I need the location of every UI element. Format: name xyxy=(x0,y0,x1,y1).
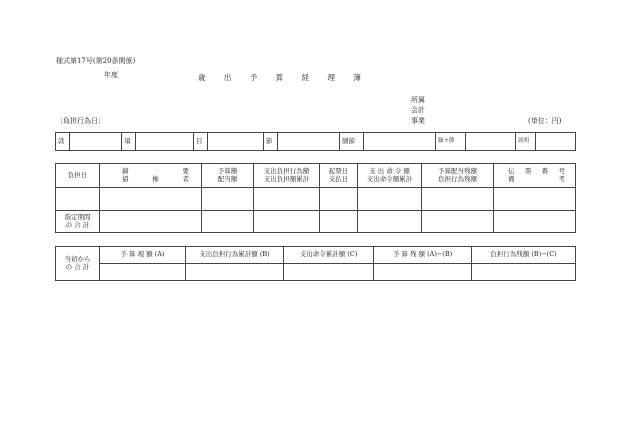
burden-date-header: 負担日 xyxy=(56,164,100,188)
saisetsu-label: 細節 xyxy=(340,133,364,151)
budget-header: 予算額 配当額 xyxy=(202,164,254,188)
dept-label: 所属 xyxy=(411,96,425,104)
order-cumulative-value[interactable] xyxy=(284,264,374,281)
ledger-entry-row xyxy=(56,188,576,211)
ledger-table xyxy=(55,163,576,233)
moku-label: 目 xyxy=(194,133,208,151)
cumulative-summary-table xyxy=(55,246,576,281)
kan-label: 款 xyxy=(56,133,70,151)
setsu-label: 節 xyxy=(264,133,278,151)
burden-amount-header: 支出負担行為額 支出負担額累計 xyxy=(254,164,320,188)
balance-header: 予算配当残額 負担行為残額 xyxy=(422,164,494,188)
current-budget-value[interactable] xyxy=(100,264,186,281)
project-label: 事業 xyxy=(411,117,425,125)
summary-header: 摘 要 債 権 者 xyxy=(100,164,202,188)
setsumei-value[interactable] xyxy=(536,133,576,151)
unit-label: (単位：円) xyxy=(528,117,562,125)
cumulative-total-label: 当初から の 合 計 xyxy=(56,247,100,281)
burden-cumulative-header: 支出負担行為累計額 (B) xyxy=(186,247,284,264)
issue-date-header: 起票日 支払日 xyxy=(320,164,358,188)
classification-table xyxy=(55,132,576,151)
budget-remaining-header: 予 算 残 額 (A)−(B) xyxy=(374,247,472,264)
setsumei-label: 説明 xyxy=(516,133,536,151)
burden-remaining-header: 負担行為残額 (B)−(C) xyxy=(472,247,576,264)
kuri-value[interactable] xyxy=(466,133,516,151)
burden-remaining-value[interactable] xyxy=(472,264,576,281)
burden-date-bracket: 〔負担行為日〕 xyxy=(56,117,105,125)
accounting-label: 会計 xyxy=(411,106,425,114)
saisetsu-value[interactable] xyxy=(364,133,436,151)
kan-value[interactable] xyxy=(70,133,122,151)
ledger-header-row xyxy=(56,164,576,188)
payment-order-header: 支 出 命 令 額 支出命令額累計 xyxy=(358,164,422,188)
page-title: 歳 出 予 算 経 理 簿 xyxy=(198,73,361,82)
budget-remaining-value[interactable] xyxy=(374,264,472,281)
form-number: 様式第17号(第20条関係) xyxy=(56,57,136,65)
period-total-label: 指定期間 の 合 計 xyxy=(56,211,100,233)
setsu-value[interactable] xyxy=(278,133,340,151)
period-total-row xyxy=(56,211,576,233)
moku-value[interactable] xyxy=(208,133,264,151)
kuri-label: 繰々節 xyxy=(436,133,466,151)
burden-cumulative-value[interactable] xyxy=(186,264,284,281)
kou-label: 項 xyxy=(122,133,136,151)
order-cumulative-header: 支出命令累計額 (C) xyxy=(284,247,374,264)
fiscal-year-label: 年度 xyxy=(104,71,118,79)
current-budget-header: 予 算 現 額 (A) xyxy=(100,247,186,264)
kou-value[interactable] xyxy=(136,133,194,151)
voucher-header: 伝 票 番 号 備 考 xyxy=(494,164,576,188)
